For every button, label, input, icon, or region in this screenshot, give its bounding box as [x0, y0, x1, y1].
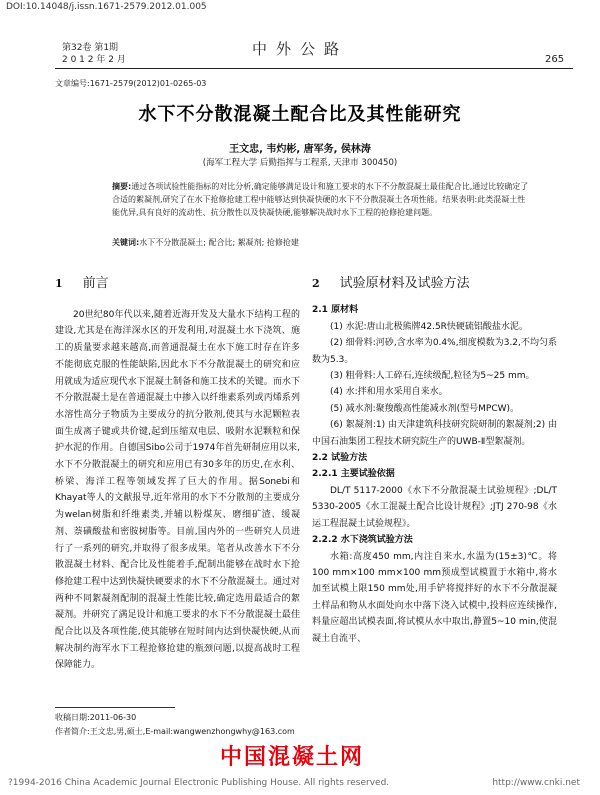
material-item: (4) 水:拌和用水采用自来水。 [330, 387, 448, 398]
test-method: 水箱:高度450 mm,内注自来水,水温为(15±3)℃。将100 mm×100 mm×100 mm预成型试模置于水箱中,将水加至试模上限150 mm处,用手铲将搅拌好的水下不分散混凝土样品和物从水面处向水中落下浇入试模中,投料应连续操作,料量应超出试模表面,将试模从水中取出,静置5~10 min,使混凝土自流平、 [312, 551, 557, 644]
subsection-2-2-2: 2.2.2 水下浇筑试验方法 [312, 535, 413, 546]
copyright-text: ?1994-2016 China Academic Journal Electronic Publishing House. All rights reserved. [8, 778, 390, 788]
doi-label: DOI:10.14048/j.issn.1671-2579.2012.01.005 [6, 2, 207, 12]
subsection-2-2-1: 2.2.1 主要试验依据 [312, 469, 395, 480]
section-1-heading [55, 276, 300, 293]
subsection-2-1: 2.1 原材料 [312, 305, 359, 316]
section-2-heading [312, 276, 557, 292]
subsection-2-2: 2.2 试验方法 [312, 453, 368, 464]
abstract-text: 通过各项试验性能指标的对比分析,确定能够满足设计和施工要求的水下不分散混凝土最佳配合比,通过比较确定了合适的絮凝剂,研究了在水下抢修抢建工程中能够达到快凝快硬的水下不分散混凝土各项性能。结果表明:此类混凝土性能优异,具有良好的流动性、抗分散性以及快凝快硬,能够解决战时水下工程的抢修抢建问题。 [112, 182, 529, 217]
section-1-number: 1 [55, 277, 63, 290]
page-number: 265 [545, 54, 565, 65]
article-number: 文章编号:1671-2579(2012)01-0265-03 [55, 79, 207, 88]
section-2-number: 2 [312, 277, 320, 290]
section-1-title: 前言 [82, 276, 109, 291]
keywords [112, 237, 532, 248]
abstract-label: 摘要: [112, 182, 132, 191]
material-item: (3) 粗骨料:人工碎石,连续级配,粒径为5~25 mm。 [330, 371, 535, 382]
watermark-logo: 中国混凝土网 [220, 745, 365, 770]
material-item: (1) 水泥:唐山北极熊牌42.5R快硬硫铝酸盐水泥。 [330, 321, 528, 332]
abstract [112, 180, 532, 219]
journal-name: 中外公路 [251, 40, 348, 58]
author-intro: 作者简介:王文忠,男,硕士,E-mail:wangwenzhongwhy@163.com [55, 727, 295, 736]
material-item: (5) 减水剂:聚羧酸高性能减水剂(型号MPCW)。 [330, 403, 520, 414]
left-column [55, 276, 300, 674]
test-basis: DL/T 5117-2000《水下不分散混凝土试验规程》;DL/T 5330-2005《水工混凝土配合比设计规程》;JTJ 270-98《水运工程混凝土试验规程》。 [312, 485, 557, 529]
volume-label: 第32卷 第1期 [62, 43, 119, 53]
affiliation: (海军工程大学 后勤指挥与工程系, 天津市 300450) [202, 158, 398, 168]
received-date: 收稿日期:2011-06-30 [55, 713, 137, 722]
paper-title: 水下不分散混凝土配合比及其性能研究 [138, 104, 462, 125]
intro-paragraph: 20世纪80年代以来,随着近海开发及大量水下结构工程的建设,尤其是在海洋深水区的开发利用,对混凝土水下浇筑、施工的质量要求越来越高,而普通混凝土在水下施工时存在许多不能彻底克服的性能缺陷,因此水下不分散混凝土的研究和应用就成为适应现代水下混凝土制备和施工技术的关键。而水下不分散混凝土是在普通混凝土中掺入以纤维素系列或丙烯系列水溶性高分子物质为主要成分的抗分散剂,使其与水泥颗粒表面生成离子键或共价键,起到压缩双电层、吸附水泥颗粒和保护水泥的作用。自德国Sibo公司于1974年首先研制应用以来,水下不分散混凝土的研究和应用已有30多年的历史,在水利、桥梁、海洋工程等领域发挥了巨大的作用。据Sonebi和Khayat等人的文献报导,近年常用的水下不分散剂的主要成分为welan树脂和纤维素类,并辅以粉煤灰、磨细矿渣、缓凝剂、萘磺酸盐和密胺树脂等。目前,国内外的一些研究人员进行了一系列的研究,并取得了很多成果。笔者从改善水下不分散混凝土材料、配合比及性能着手,配制出能够在战时水下抢修抢建工程中达到快凝快硬要求的水下不分散混凝土。通过对两种不同絮凝剂配制的混凝土性能比较,确定选用最适合的絮凝剂。并研究了满足设计和施工要求的水下不分散混凝土最佳配合比以及各项性能,使其能够在短时间内达到快凝快硬,从而解决制约海军水下工程抢修抢建的瓶颈问题,以提高战时工程保障能力。 [55, 309, 300, 671]
keywords-text: 水下不分散混凝土; 配合比; 絮凝剂; 抢修抢建 [139, 238, 299, 247]
cnki-link[interactable]: http://www.cnki.net [492, 778, 580, 788]
right-column [312, 276, 557, 647]
footnote-divider [55, 707, 175, 708]
header-rule [55, 68, 573, 69]
section-2-title: 试验原材料及试验方法 [339, 276, 470, 291]
date-label: 2 0 1 2 年 2 月 [62, 55, 126, 65]
material-item: (6) 絮凝剂:1) 由天津建筑科技研究院研制的絮凝剂;2) 由中国石油集团工程技术研究院生产的UWB-Ⅱ型絮凝剂。 [312, 420, 557, 447]
authors: 王文忠, 韦灼彬, 唐军务, 侯林涛 [229, 144, 371, 155]
keywords-label: 关键词: [112, 238, 140, 247]
material-item: (2) 细骨料:河砂,含水率为0.4%,细度模数为3.2,不均匀系数为5.3。 [312, 338, 557, 365]
